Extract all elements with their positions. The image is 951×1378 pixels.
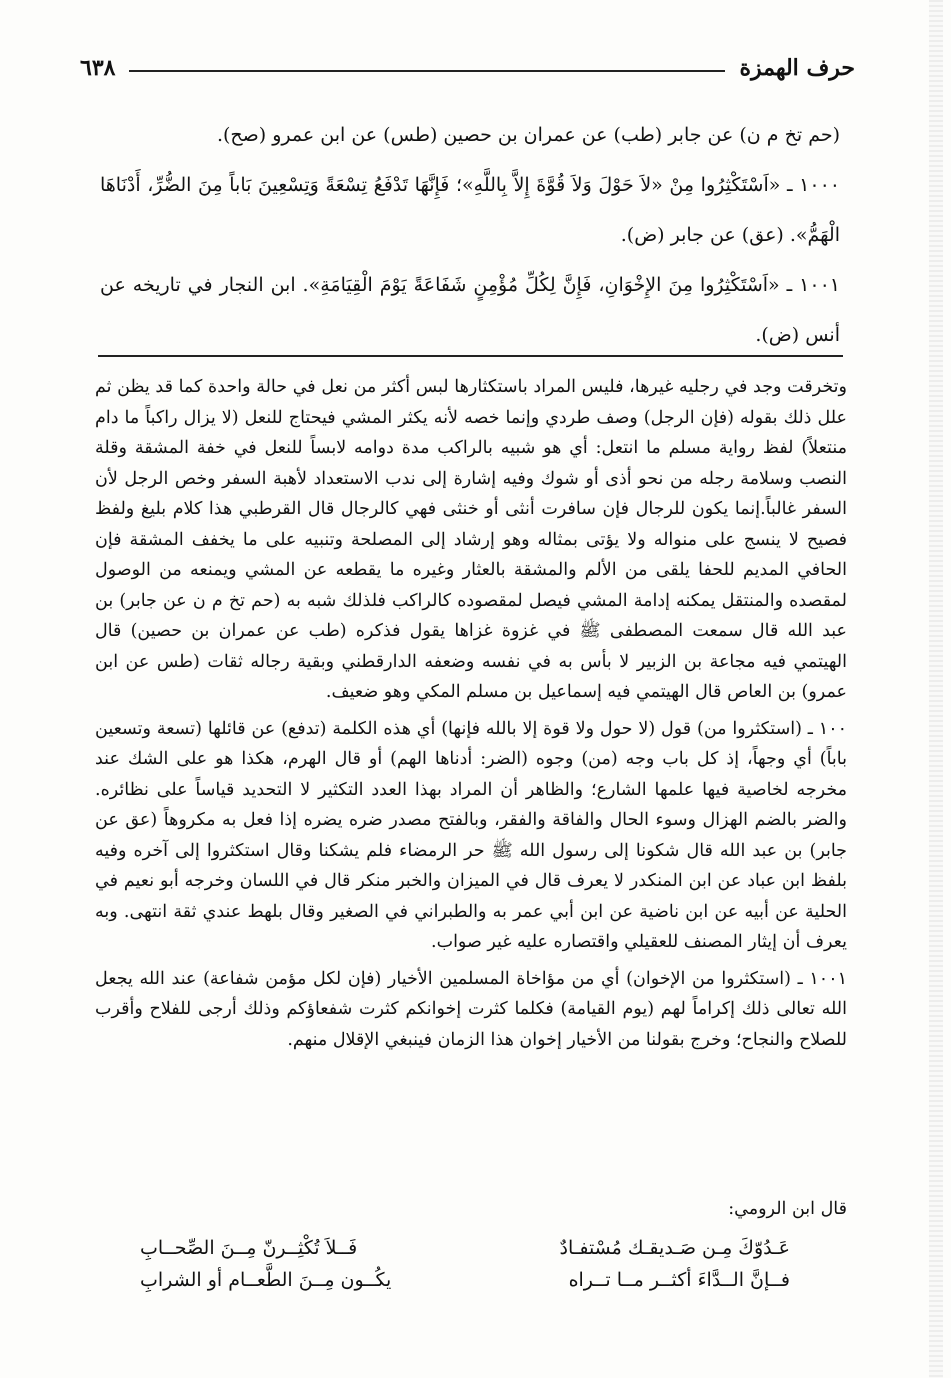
commentary-paragraph-1000: ١٠٠ ـ (استكثروا من) قول (لا حول ولا قوة إلا بالله فإنها) أي هذه الكلمة (تدفع) عن قائلها (تسعة وتسعين باباً) أي وجهاً، إذ كل باب وجه (من) وجوه (الضر: أدناها الهم) أو قال الهرم، هكذا هو على الشك عند مخرجه لخاصية فيها علمها الشارع؛ والظاهر أن المراد بهذا العدد التكثير لا التحديد قياساً على نظائره. والضر بالضم الهزال وسوء الحال والفاقة والفقر، وبالفتح مصدر ضره يضره إذا فعل به مكروهاً (عق عن جابر) بن عبد الله قال شكونا إلى رسول الله ﷺ حر الرمضاء فلم يشكنا وقال استكثروا إلى آخره وفيه بلفظ ابن عباد عن ابن المنكدر لا يعرف قال في الميزان والخبر منكر قال في اللسان وخرجه أبو نعيم في الحلية عن أبيه عن ابن ناضية عن ابن أبي عمر به والطبراني في الصغير وقال بلهط عندي ثقة انتهى. وبه يعرف أن إيثار المصنف للعقيلي واقتصاره عليه غير صواب. <box>95 718 848 952</box>
header-rule <box>129 70 725 72</box>
hadith-1001: ١٠٠١ ـ «اَسْتَكْثِرُوا مِنَ الإِخْوَانِ، فَإِنَّ لِكُلِّ مُؤْمِنٍ شَفَاعَةً يَوْمَ الْقِيَامَةِ». ابن النجار في تاريخه عن أنس (ض). <box>100 274 840 346</box>
poet-attribution: قال ابن الرومي: <box>728 1199 847 1219</box>
second-hemistich: يكُــون مِــنَ الطَّعــام أو الشرابِ <box>140 1269 392 1291</box>
commentary-paragraph-1001: ١٠٠١ ـ (استكثروا من الإخوان) أي من مؤاخاة المسلمين الأخيار (فإن لكل مؤمن شفاعة) عند الله يجعل الله تعالى ذلك إكراماً لهم (يوم القيامة) فكلما كثرت إخوانكم كثرت شفعاؤكم وذلك أرجى للفلاح وأقرب للصلاح والنجاح؛ وخرج بقولنا من الأخيار إخوان هذا الزمان فينبغي الإقلال منهم. <box>95 968 847 1050</box>
verse-line <box>140 1232 790 1264</box>
first-hemistich: عَـدُوّكَ مِـن صَـديقـك مُسْتفـادٌ <box>559 1237 790 1259</box>
hadith-1000: ١٠٠٠ ـ «اَسْتَكْثِرُوا مِنْ «لاَ حَوْلَ وَلاَ قُوَّةَ إِلاَّ بِاللَّهِ»؛ فَإِنَّهَا تَدْفَعُ تِسْعَةً وَتِسْعِينَ بَاباً مِنَ الضُّرِّ، أَدْنَاهَا الْهَمُّ». (عق) عن جابر (ض). <box>100 174 840 246</box>
running-title: حرف الهمزة <box>739 55 855 81</box>
second-hemistich: فَــلاَ تُكْثِــرنّ مِــنَ الصِّحــابِ <box>140 1237 358 1259</box>
poem <box>140 1232 790 1296</box>
first-hemistich: فــإنَّ الــدَّاءَ أكثــر مــا تــراه <box>568 1269 790 1291</box>
commentary-paragraph-continued: وتخرقت وجد في رجليه غيرها، فليس المراد باستكثارها لبس أكثر من نعل في حالة واحدة كما قد يظن ثم علل ذلك بقوله (فإن الرجل) وصف طردي وإنما خصه لأنه يكثر المشي فيحتاج للنعل (لا يزال راكباً ما دام منتعلاً) لفظ رواية مسلم ما انتعل: أي هو شبيه بالراكب مدة دوامه لابساً للنعل في خفة المشقة وقلة النصب وسلامة رجله من نحو أذى أو شوك وفيه إشارة إلى ندب الاستعداد لأهبة السفر وخص الرجل لأن السفر غالباً.إنما يكون للرجال فإن سافرت أنثى أو خنثى فهي كالرجال قال القرطبي هذا كلام بليغ ولفظ فصيح لا ينسج على منواله ولا يؤتى بمثاله وهو إرشاد إلى المصلحة وتنبيه على ما يخفف المشقة فإن الحافي المديم للحفا يلقى من الألم والمشقة بالعثار وغيره ما يقطعه عن المشي ويمنعه من الوصول لمقصده والمنتقل يمكنه إدامة المشي فيصل لمقصوده كالراكب فلذلك شبه به (حم تخ م ن عن جابر) بن عبد الله قال سمعت المصطفى ﷺ في غزوة غزاها يقول فذكره (طب عن عمران بن حصين) قال الهيتمي فيه مجاعة بن الزبير لا بأس به في نفسه وضعفه الدارقطني وبقية رجاله ثقات (طس عن ابن عمرو) بن العاص قال الهيتمي فيه إسماعيل بن مسلم المكي وهو ضعيف. <box>95 377 847 702</box>
page-header <box>80 52 855 84</box>
source-line: (حم تخ م ن) عن جابر (طب) عن عمران بن حصين (طس) عن ابن عمرو (صح). <box>216 124 840 146</box>
commentary <box>95 372 847 1055</box>
page-number: ٦٣٨ <box>80 55 116 81</box>
section-divider <box>98 355 843 357</box>
hadith-text <box>100 110 840 360</box>
verse-line <box>140 1264 790 1296</box>
